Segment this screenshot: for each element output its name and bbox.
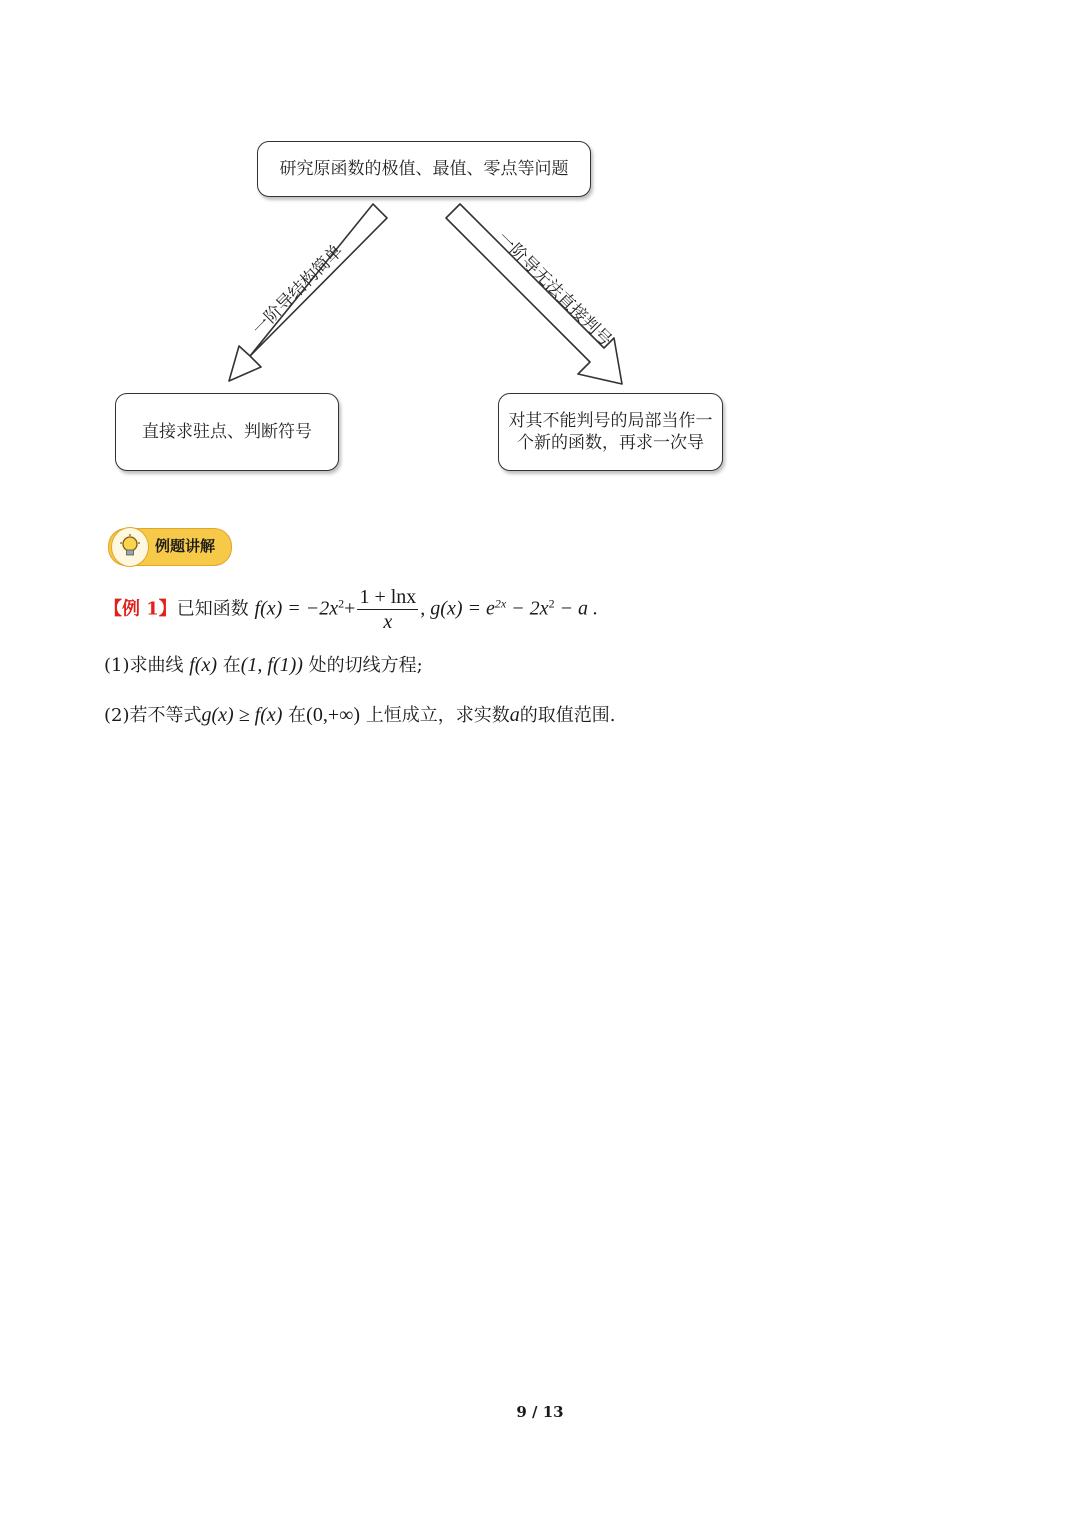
fraction (357, 585, 418, 634)
left-arrow-label: 一阶导结构简单 (248, 241, 347, 340)
f-exponent: 2 (338, 596, 345, 611)
right-box-line2: 个新的函数，再求一次导 (517, 433, 704, 453)
q2-inequality: g(x) ≥ f(x) (201, 704, 283, 726)
g-rest-2: − a . (554, 597, 599, 620)
top-box-text: 研究原函数的极值、最值、零点等问题 (279, 159, 569, 179)
fraction-denominator: x (383, 611, 393, 633)
right-box (498, 393, 723, 471)
q1-point: (1, f(1)) (240, 654, 303, 676)
left-box (115, 393, 339, 471)
question-2 (104, 701, 616, 727)
g-exponent: 2x (494, 596, 507, 611)
q1-mid: 在 (222, 655, 241, 676)
left-box-text: 直接求驻点、判断符号 (142, 422, 312, 442)
right-arrow-label: 一阶导无法直接判号 (493, 228, 616, 351)
lightbulb-icon (111, 527, 149, 567)
q2-mid: 在 (288, 705, 307, 726)
f-definition: f(x) = −2x (254, 597, 339, 620)
right-box-line1: 对其不能判号的局部当作一 (508, 411, 713, 431)
g-rest-1: − 2x (506, 597, 549, 620)
page-number: 9 / 13 (516, 1403, 564, 1421)
q2-prefix: (2)若不等式 (104, 705, 202, 726)
section-badge-label: 例题讲解 (155, 537, 216, 555)
example-tag: 【例 1】 (104, 598, 177, 620)
fraction-numerator: 1 + lnx (359, 586, 417, 608)
question-1 (104, 651, 423, 677)
g-definition: , g(x) = e (420, 597, 495, 620)
q2-suffix-1: 上恒成立，求实数 (365, 705, 510, 726)
example-intro: 已知函数 (176, 598, 249, 620)
q1-suffix: 处的切线方程; (308, 655, 423, 676)
q2-suffix-2: 的取值范围. (519, 705, 616, 726)
q2-interval: (0,+∞) (306, 704, 361, 726)
q2-variable: a (509, 704, 520, 726)
g-exponent-2: 2 (548, 596, 555, 611)
right-arrow (446, 204, 622, 384)
q1-prefix: (1)求曲线 (104, 655, 184, 676)
example-statement (104, 585, 598, 634)
q1-function: f(x) (189, 654, 217, 676)
plus-sign: + (344, 597, 356, 620)
section-badge (108, 528, 232, 566)
